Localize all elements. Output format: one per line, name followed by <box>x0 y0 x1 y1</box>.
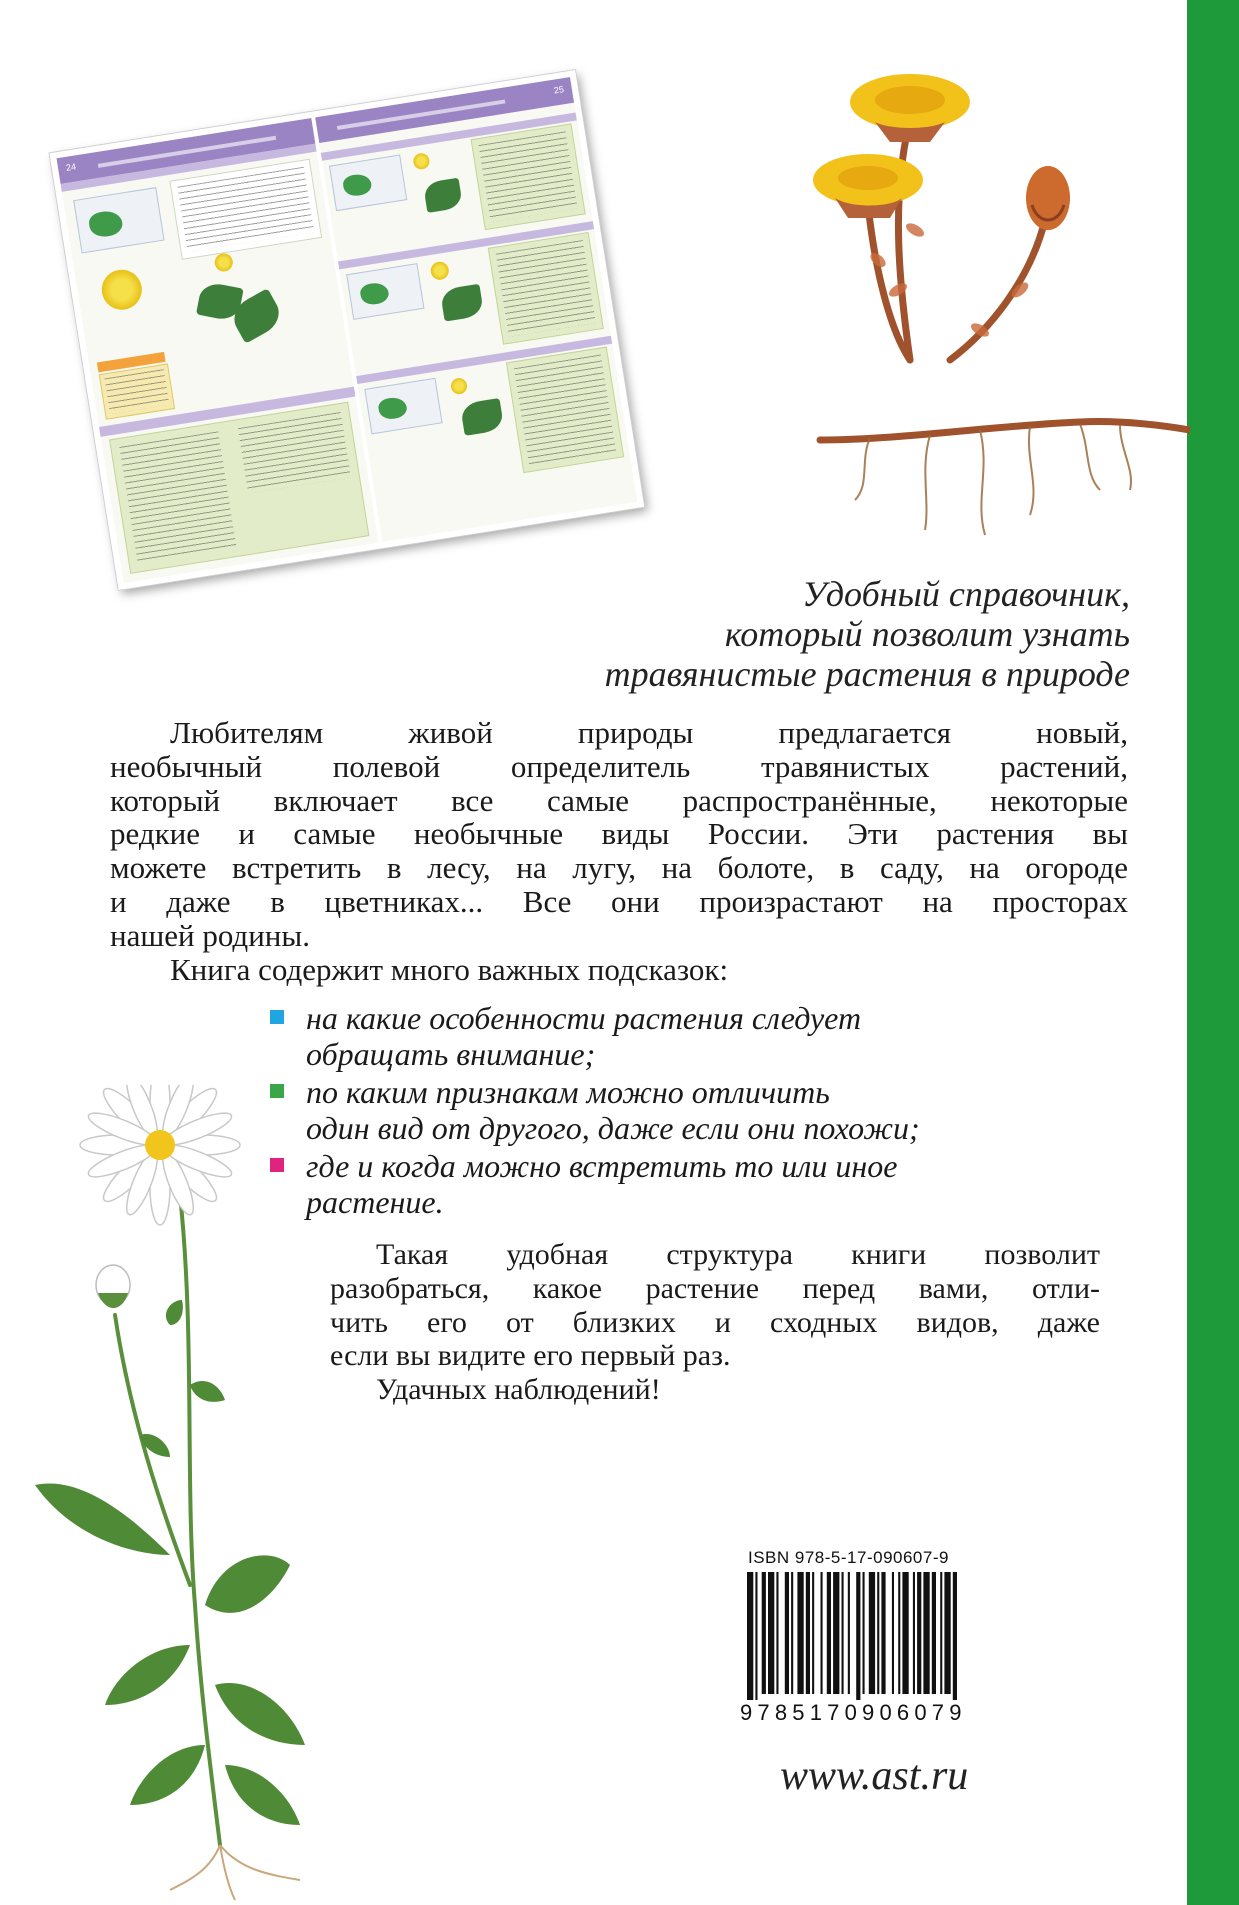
barcode-bar <box>944 1572 950 1694</box>
barcode-bar <box>898 1572 900 1694</box>
intro-line: Любителям живой природы предлагается новый, <box>170 715 1128 750</box>
closing-line: разобраться, какое растение перед вами, отли- <box>330 1271 1100 1305</box>
daisy-bud <box>96 1265 130 1308</box>
green-panel <box>471 123 586 230</box>
barcode-bar <box>812 1572 814 1694</box>
barcode-bar <box>869 1572 875 1694</box>
coltsfoot-illustration <box>780 30 1190 550</box>
barcode-bar <box>877 1572 879 1694</box>
intro-line: нашей родины. <box>110 917 310 953</box>
daisy-leaves <box>35 1300 305 1825</box>
leaf-drawing <box>460 398 505 436</box>
barcode-digits: 9785170906079 <box>740 1700 967 1725</box>
range-map <box>346 263 424 320</box>
daisy-illustration <box>20 1085 380 1905</box>
intro-paragraph <box>110 716 1128 986</box>
daisy-flower <box>80 1085 240 1225</box>
leaf-drawing <box>440 284 485 322</box>
closing-paragraph <box>330 1238 1100 1407</box>
range-map <box>329 155 407 212</box>
text-block <box>169 159 322 260</box>
daisy-roots <box>170 1845 300 1900</box>
blue-square-bullet-icon <box>270 1010 284 1024</box>
flower-drawing <box>429 260 450 281</box>
hint-line: растение. <box>306 1184 444 1220</box>
coltsfoot-flower-left <box>813 154 923 218</box>
barcode-bar <box>806 1572 810 1694</box>
barcode-bar <box>940 1572 942 1694</box>
barcode-bars <box>745 1572 1015 1700</box>
barcode-bar <box>842 1572 844 1694</box>
coltsfoot-flower-top <box>850 74 970 142</box>
intro-line: редкие и самые необычные виды России. Эти растения вы <box>110 816 1128 852</box>
range-map <box>73 187 164 253</box>
green-panel <box>488 232 604 345</box>
intro-line: можете встретить в лесу, на лугу, на болоте, в саду, на огороде <box>110 850 1128 886</box>
barcode-bar <box>892 1572 894 1694</box>
closing-line: чить его от близких и сходных видов, даже <box>330 1305 1100 1339</box>
barcode-bar <box>863 1572 865 1694</box>
isbn-label: ISBN 978-5-17-090607-9 <box>748 1548 949 1567</box>
barcode-bar <box>768 1572 774 1694</box>
barcode-bar <box>833 1572 839 1694</box>
barcode <box>745 1572 1015 1700</box>
hints-intro-line: Книга содержит много важных подсказок: <box>170 951 729 987</box>
hints-list <box>270 1000 1030 1222</box>
barcode-bar <box>785 1572 789 1694</box>
hint-line: один вид от другого, даже если они похожи; <box>306 1110 920 1146</box>
barcode-bar <box>917 1572 921 1694</box>
barcode-bar <box>902 1572 908 1694</box>
right-page-header-line <box>337 99 506 130</box>
barcode-bar <box>913 1572 915 1694</box>
hint-item <box>270 1074 1030 1146</box>
publisher-website: www.ast.ru <box>780 1753 969 1799</box>
book-spread-preview <box>50 72 631 578</box>
hint-line: на какие особенности растения следует <box>306 1000 862 1036</box>
green-panel <box>506 347 624 474</box>
flower-drawing <box>412 152 430 170</box>
barcode-bar <box>821 1572 823 1694</box>
tagline <box>330 574 1130 694</box>
intro-line: необычный полевой определитель травянистых растений, <box>110 748 1128 784</box>
tagline-line: который позволит узнать <box>724 614 1130 654</box>
barcode-bar <box>755 1572 757 1700</box>
barcode-bar <box>827 1572 831 1694</box>
hint-line: обращать внимание; <box>306 1036 596 1072</box>
book-spread <box>50 70 645 590</box>
closing-wish: Удачных наблюдений! <box>376 1373 661 1407</box>
tagline-line: травянистые растения в природе <box>604 654 1130 694</box>
intro-line: который включает все самые распространённые, некоторые <box>110 782 1128 818</box>
green-edge-bar <box>1187 0 1239 1905</box>
barcode-bar <box>791 1572 793 1694</box>
barcode-bar <box>856 1572 860 1700</box>
coltsfoot-bud <box>1026 166 1070 230</box>
right-page-number: 25 <box>553 84 565 96</box>
barcode-bar <box>932 1572 936 1694</box>
hint-line: где и когда можно встретить то или иное <box>306 1148 898 1184</box>
leaf-drawing <box>423 178 463 213</box>
hint-item <box>270 1000 1030 1072</box>
barcode-bar <box>762 1572 766 1694</box>
left-page-number: 24 <box>65 161 77 173</box>
closing-line: Такая удобная структура книги позволит <box>376 1238 1100 1271</box>
yellow-panel <box>99 363 175 419</box>
flower-drawing <box>213 252 234 273</box>
coltsfoot-roots <box>855 424 1131 535</box>
range-map <box>364 378 442 435</box>
barcode-bar <box>747 1572 753 1700</box>
tagline-line: Удобный справочник, <box>802 574 1130 614</box>
barcode-bar <box>776 1572 778 1694</box>
barcode-bar <box>848 1572 850 1694</box>
hint-item <box>270 1148 1030 1220</box>
barcode-bar <box>881 1572 885 1694</box>
barcode-bar <box>953 1572 957 1700</box>
hint-line: по каким признакам можно отличить <box>306 1074 830 1110</box>
flower-photo <box>99 267 145 313</box>
intro-line: и даже в цветниках... Все они произрастают на просторах <box>110 883 1128 919</box>
barcode-bar <box>923 1572 929 1694</box>
flower-drawing <box>450 377 468 395</box>
barcode-bar <box>797 1572 803 1694</box>
closing-line: если вы видите его первый раз. <box>330 1339 731 1373</box>
